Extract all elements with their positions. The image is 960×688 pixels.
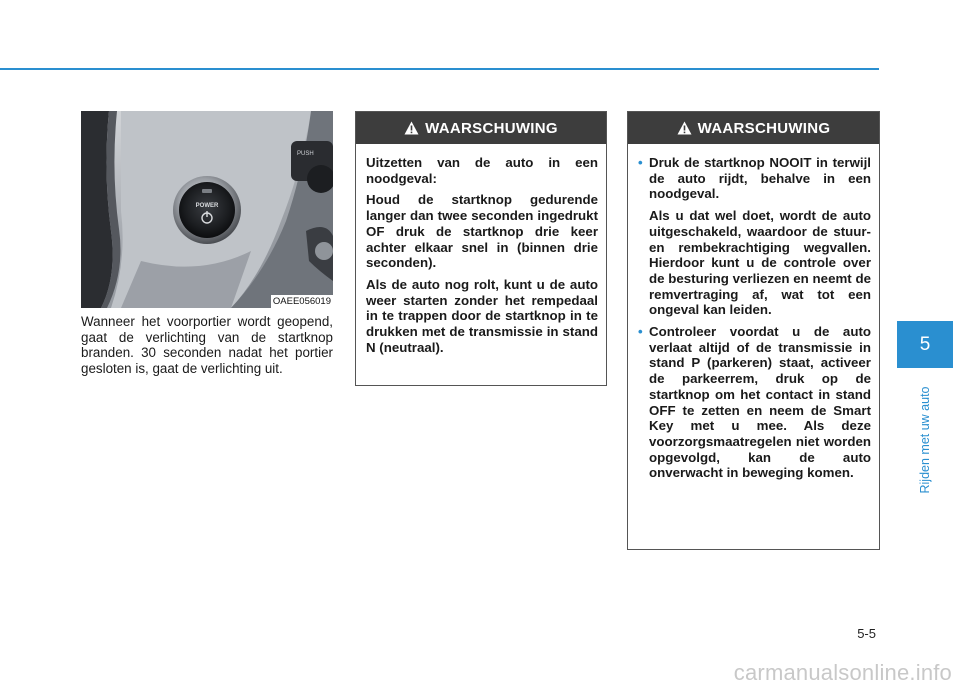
warning-list [638, 155, 871, 481]
photo-code: OAEE056019 [272, 296, 331, 307]
chapter-number-tab: 5 [897, 321, 953, 368]
chapter-title-side [897, 380, 953, 500]
warning-header [628, 112, 879, 144]
warning-box-emergency [355, 111, 607, 386]
warning-body [356, 144, 606, 355]
warning-item-text: Druk de startknop NOOIT in terwijl de auto rijdt, behalve in een noodgeval. [649, 155, 871, 202]
warning-header [356, 112, 606, 144]
header-rule [0, 68, 879, 70]
body-text: Wanneer het voorportier wordt geopend, gaat de verlichting van de startknop branden. 30 seconden nadat het portier gesloten is, gaat de verlichting uit. [81, 314, 333, 376]
warning-body [628, 144, 879, 481]
warning-box-driving [627, 111, 880, 550]
bullet-icon: • [638, 324, 643, 340]
warning-paragraph: Houd de startknop gedurende langer dan twee seconden ingedrukt OF druk de startknop drie keer achter elkaar snel in (binnen drie seconden). [366, 192, 598, 271]
chapter-title: Rijden met uw auto [918, 386, 932, 494]
warning-paragraph: Als de auto nog rolt, kunt u de auto weer starten zonder het rempedaal in te trappen door de startknop in te drukken met de transmissie in stand N (neutraal). [366, 276, 598, 355]
warning-paragraph: Uitzetten van de auto in een noodgeval: [366, 155, 598, 186]
warning-item-text: Controleer voordat u de auto verlaat altijd of de transmissie in stand P (parkeren) staat, activeer de parkeerrem, druk op de startknop om het contact in stand OFF te zetten en neem de Smart Key met u mee. Als deze voorzorgsmaatregelen niet worden opgevolgd, kan de auto onverwacht in beweging komen. [649, 324, 871, 481]
power-button-label: POWER [195, 203, 219, 209]
watermark: carmanualsonline.info [733, 660, 952, 685]
warning-item-subtext: Als u dat wel doet, wordt de auto uitgeschakeld, waardoor de stuur- en rembekrachtiging wegvallen. Hierdoor kunt u de controle over de besturing verliezen en neemt de remvertraging af, wat tot een ongeval kan leiden. [649, 208, 871, 318]
start-button-illustration [81, 111, 333, 308]
warning-triangle-icon [404, 121, 419, 135]
warning-list-item [638, 155, 871, 318]
start-button-photo [81, 111, 333, 308]
bullet-icon: • [638, 155, 643, 170]
side-button-label: PUSH [297, 151, 314, 157]
warning-title: WAARSCHUWING [425, 119, 558, 137]
warning-triangle-icon [677, 121, 692, 135]
page-number: 5-5 [857, 626, 876, 641]
warning-title: WAARSCHUWING [697, 119, 831, 137]
warning-list-item [638, 324, 871, 481]
